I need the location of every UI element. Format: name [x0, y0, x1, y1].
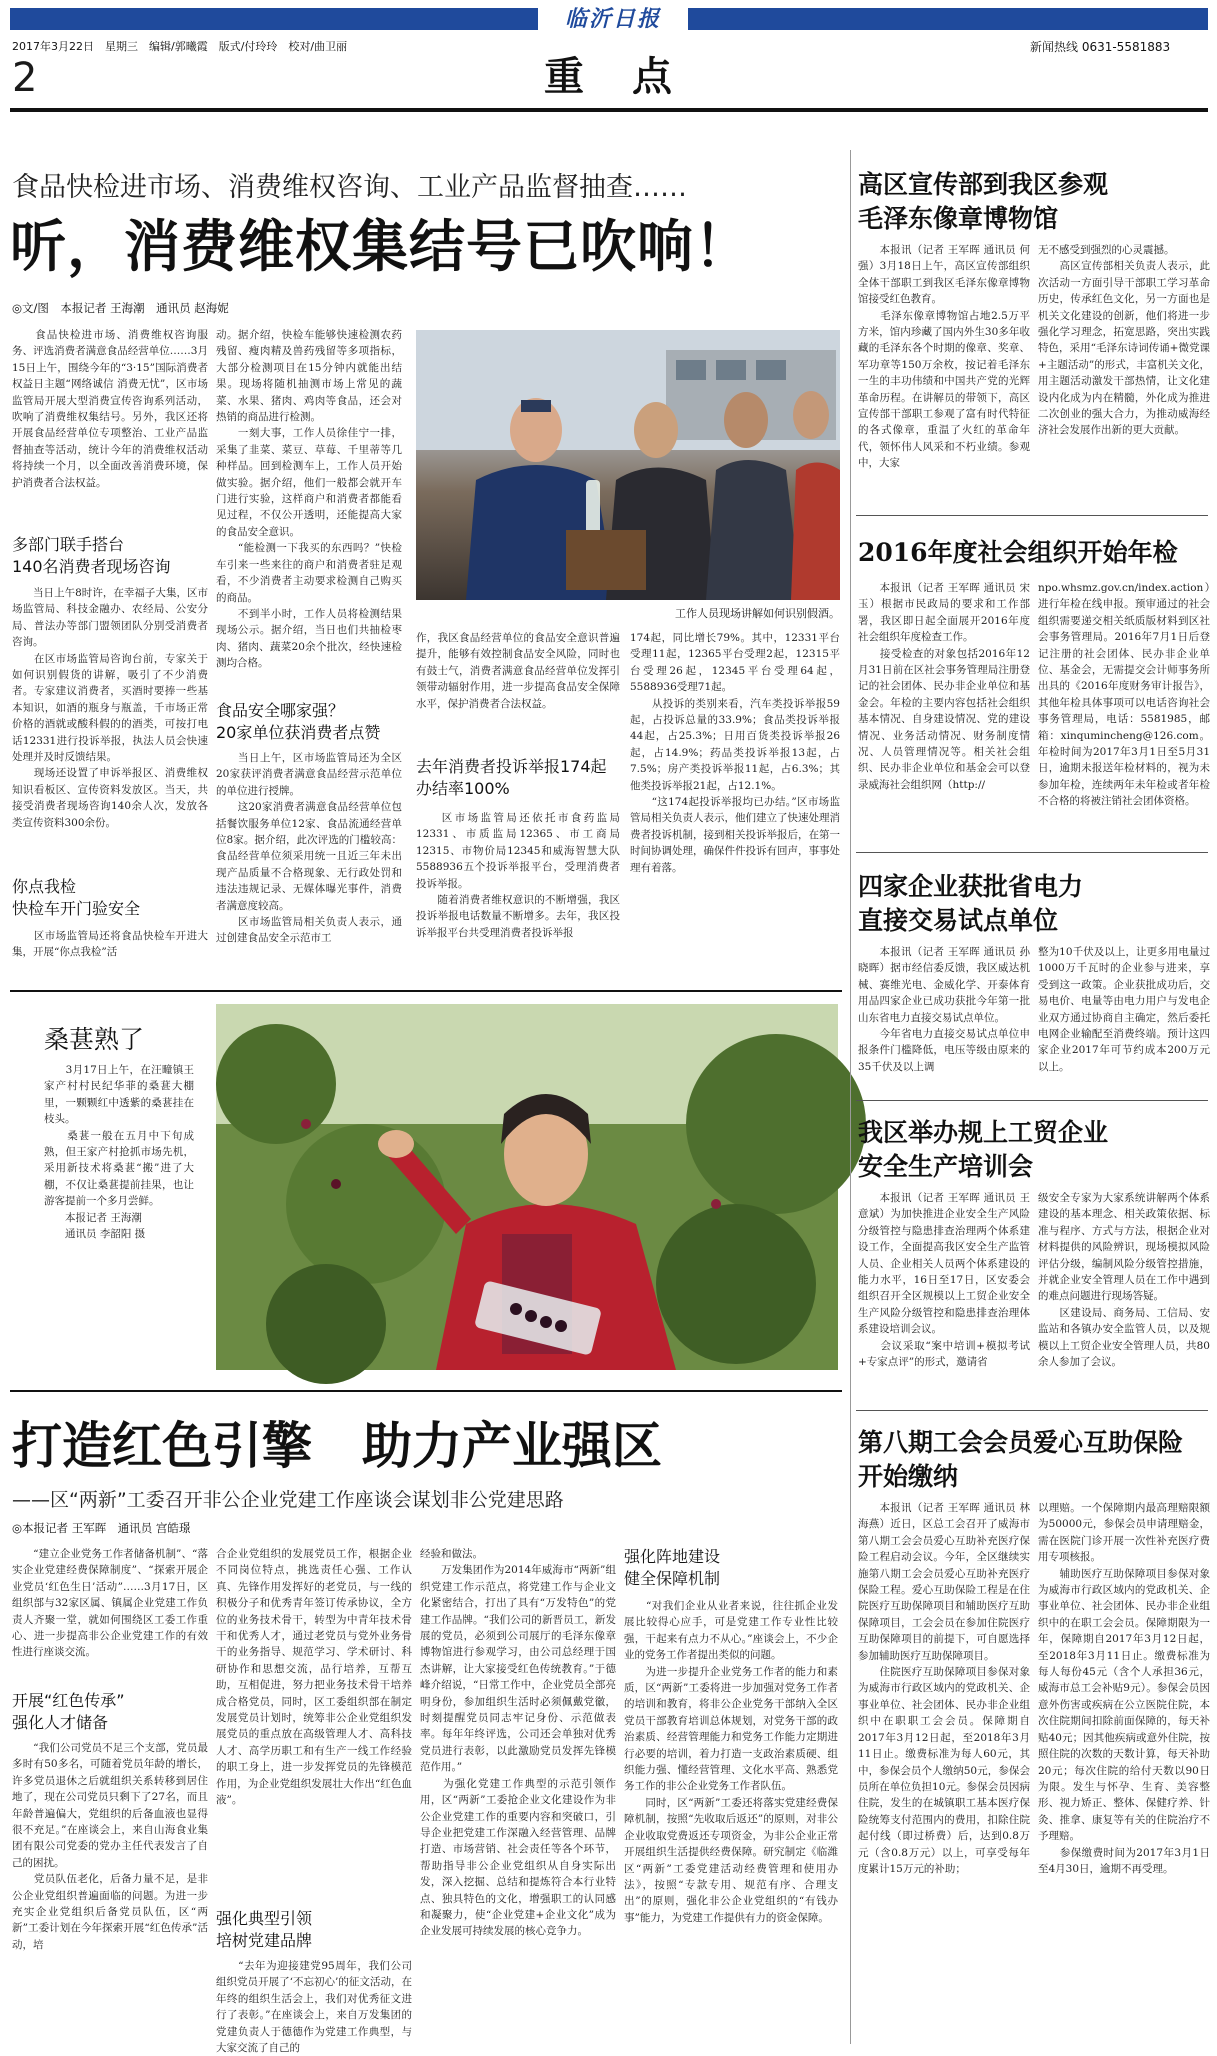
lead-col2-p2: 当日上午，区市场监管局还为全区20家获评消费者满意食品经营示范单位的单位进行授牌。 这20家消费者满意食品经营单位包括餐饮服务单位12家、食品流通经营单位8家。据介绍，此次评选的门槛较高：食品经营单位须采用统一且近三年未出现产品质量不合格现象、无行政处罚和违法违规记录、无媒体曝光事件，消费者满意度较高。 区市场监管局相关负责人表示，通过创建食品安全示范市工 — [216, 752, 402, 945]
masthead-rule — [10, 108, 1208, 112]
right3-col2: 整为10千伏及以上，让更多用电量过1000万千瓦时的企业参与进来，享受到这一政策。企业获批成功后，交易电价、电量等由电力用户与发电企业双方通过协商自主确定，然后委托电网企业输配至消费终端。预计这四家企业2017年可节约成本200万元以上。 — [1038, 946, 1210, 1073]
lead-col1-subhead1: 多部门联手搭台 140名消费者现场咨询 — [12, 535, 171, 576]
lead-col1-subhead2: 你点我检 快检车开门验安全 — [12, 877, 141, 918]
lead-col2-p1: 动。据介绍，快检车能够快速检测农药残留、瘦肉精及兽药残留等多项指标，大部分检测项目在15分钟内就能出结果。现场将随机抽测市场上常见的蔬菜、水果、猪肉、鸡肉等食品，还会对热销的商品进行检测。 一刻大事，工作人员徐佳宁一排，采集了韭菜、菜豆、草莓、千里蒂等几种样品。回到检测车上，工作人员开始做实验。据介绍，他们一般都会就开车门进行实验，这样商户和消费者都能看见过程，不仅公开透明，还能提高大家的食品安全意识。 “能检测一下我买的东西吗？”快检车引来一些来往的商户和消费者驻足观看，不少消费者主动要求检测自己购买的商品。 不到半小时，工作人员将检测结果现场公示。据介绍，当日也们共抽检枣肉、猪肉、蔬菜20余个批次，经快速检测均合格。 — [216, 329, 402, 670]
bottom-col4-subhead: 强化阵地建设 健全保障机制 — [624, 1547, 721, 1588]
right1-col2: 无不感受到强烈的心灵震撼。 高区宣传部相关负责人表示，此次活动一方面引导干部职工学习革命历史，传承红色文化，另一方面也是机关文化建设的创新，他们将进一步强化学习理念，拓宽思路，突出实践特色，采用“毛泽东诗词传诵+微党课+主题活动”的形式，丰富机关文化，用主题活动激发干部热情，让文化建设内化成为内在精髓，外化成为推进二次创业的强大合力，为推动威海经济社会发展作出新的更大贡献。 — [1038, 244, 1210, 437]
bottom-col1-p1: “建立企业党务工作者储备机制”、“落实企业党建经费保障制度”、“探索开展企业党员‘红色生日’活动”……3月17日，区组织部与32家区属、镇属企业党建工作负责人齐聚一堂，就如何围绕区工委工作重心、进一步提高非公企业党建工作的有效性进行座谈交流。 — [12, 1548, 208, 1659]
lead-title: 听，消费维权集结号已吹响！ — [10, 214, 751, 280]
lead-photo-caption: 工作人员现场讲解如何识别假酒。 — [675, 607, 840, 620]
lead-col3-subhead: 去年消费者投诉举报174起 办结率100% — [416, 757, 607, 798]
bottom-col1-subhead: 开展“红色传承” 强化人才储备 — [12, 1691, 125, 1732]
right4-col2: 级安全专家为大家系统讲解两个体系建设的基本理念、相关政策依据、标准与程序、方式与方法，根据企业对材料提供的风险辨识，现场模拟风险评估分级，编制风险分级管控措施，并就企业安全管理人员在工作中遇到的难点问题进行现场答疑。 区建设局、商务局、工信局、安监站和各镇办安全监管人员，以及规模以上工贸企业安全管理人员，共80余人参加了会议。 — [1038, 1192, 1210, 1369]
section-title: 重 点 — [544, 53, 676, 100]
right4-col1: 本报讯（记者 王军晖 通讯员 王意斌）为加快推进企业安全生产风险分级管控与隐患排查治理两个体系建设工作，全面提高我区安全生产监管人员、企业相关人员两个体系建设的能力水平，16日至17日，区安委会组织召开全区规模以上工贸企业安全生产风险分级管控和隐患排查治理体系建设培训会议。 会议采取“案中培训+模拟考试+专家点评”的形式，邀请省 — [858, 1192, 1030, 1369]
bottom-col3-p1: 经验和做法。 万发集团作为2014年威海市“两新”组织党建工作示范点，将党建工作与企业文化紧密结合，打出了具有“万发特色”的党建工作品牌。“我们公司的新晋员工，新发展的党员，必须到公司展厅的毛泽东像章博物馆进行参观学习，由公司总经理于国杰讲解，让大家接受红色传统教育。”于德峰介绍说，“日常工作中，企业党员全部亮明身份，参加组织生活时必须佩戴党徽，时刻提醒党员同志牢记身份、示范做表率。每年年终评选，公司还会单独对优秀党员进行表彰，以此激励党员发挥先锋模范作用。” 为强化党建工作典型的示范引领作用，区“两新”工委抢企业文化建设作为非公企业党建工作的重要内容和突破口，引导企业把党建工作深融入经营管理、品牌打造、市场营销、社会责任等各个环节，帮助指导非公企业党组织从自身实际出发，深入挖掘、总结和提炼符合本行业特点、独具特色的文化，增强职工的认同感和凝聚力，使“企业党建+企业文化”成为企业发展可持续发展的核心竞争力。 — [420, 1548, 616, 1938]
bottom-col2-p2: “去年为迎接建党95周年，我们公司组织党员开展了‘不忘初心’的征文活动，在年终的组织生活会上，我们对优秀征文进行了表彰。”在座谈会上，来自万发集团的党建负责人于德德作为党建工作典型，与大家交流了自己的 — [216, 1960, 412, 2055]
right-column-divider — [850, 150, 851, 2044]
bottom-col4-p1: “对我们企业从业者来说，往往抓企业发展比较得心应手，可是党建工作专业性比较强，干起来有点力不从心。”座谈会上，不少企业的党务工作者提出类似的问题。 为进一步提升企业党务工作者的能力和素质，区“两新”工委将进一步加强对党务工作者的培训和教育，将非公企业党务干部纳入全区党员干部教育培训总体规划，对党务干部的政治素质、经营管理能力和党务工作能力定期进行必要的培训，着力打造一支政治素质硬、组织能力强、懂经营管理、文化水平高、熟悉党务工作的非公企业党务工作者队伍。 同时，区“两新”工委还将落实党建经费保障机制，按照“先收取后返还”的原则，对非公企业收取党费返还专项资金，为非公企业正常开展组织生活提供经费保障。研究制定《临潍区“两新”工委党建活动经费管理和使用办法》，按照“专款专用、规范有序、合理支出”的原则，强化非公企业党组织的“有钱办事”能力，为党建工作提供有力的资金保障。 — [624, 1600, 838, 1924]
right-divider-1 — [856, 515, 1208, 516]
mulberry-photo — [216, 1004, 838, 1370]
lead-col2-subhead: 食品安全哪家强？ 20家单位获消费者点赞 — [216, 701, 381, 742]
bottom-byline: ◎本报记者 王军晖 通讯员 宫皓璟 — [12, 1521, 191, 1535]
right-divider-3 — [856, 1100, 1208, 1101]
masthead-date: 2017年3月22日 星期三 编辑/郭曦霞 版式/付玲玲 校对/曲卫丽 — [12, 40, 348, 53]
bottom-col1-p2: “我们公司党员不足三个支部，党员最多时有50多名，可随着党员年龄的增长，许多党员退休之后就组织关系转移到居住地了，现在公司党员只剩下了27名，而且年龄普遍偏大，党组织的后备血液也显得很不充足。”在座谈会上，来自山海食业集团有限公司党委的党办主任代表发言了自己的困扰。 党员队伍老化，后备力量不足，是非公企业党组织普遍面临的问题。为进一步充实企业党组织后备党员队伍，区“两新”工委计划在今年探索开展“红色传承”活动，培 — [12, 1742, 208, 1951]
lead-kicker: 食品快检进市场、消费维权咨询、工业产品监督抽查…… — [12, 172, 687, 203]
right5-title: 第八期工会会员爱心互助保险 开始缴纳 — [858, 1428, 1184, 1491]
right-divider-4 — [856, 1410, 1208, 1411]
right3-title: 四家企业获批省电力 直接交易试点单位 — [858, 872, 1084, 935]
page-number: 2 — [12, 55, 38, 101]
lead-col4-p1: 174起，同比增长79%。其中，12331平台受理11起，12365平台受理2起，12315平台受理26起，12345平台受理64起，5588936受理71起。 从投诉的类别来看，汽车类投诉举报59起，占投诉总量的33.9%；食品类投诉举报44起，占25.3%；日用百货类投诉举报26起，占14.9%；药品类投诉举报13起，占7.5%；房产类投诉举报11起，占6.3%；其他类投诉举报21起，占12.1%。 “这174起投诉举报均已办结。”区市场监管局相关负责人表示，他们建立了快速处理消费者投诉机制，接到相关投诉举报后，在第一时间协调处理，确保件件投诉有回声，事事处理有着落。 — [630, 632, 840, 874]
lead-photo — [416, 330, 840, 600]
lead-photo-illustration — [416, 330, 840, 600]
masthead-logo: 临沂日报 — [538, 2, 688, 36]
lead-col1-p3: 区市场监管局还将食品快检车开进大集，开展“你点我检”活 — [12, 930, 208, 959]
lead-byline: ◎文/图 本报记者 王海潮 通讯员 赵海妮 — [12, 301, 229, 315]
right3-col1: 本报讯（记者 王军晖 通讯员 孙晓晖）据市经信委反馈，我区威达机械、赛维光电、金威化学、开泰体育用品四家企业已成功获批今年第一批山东省电力直接交易试点单位。 今年省电力直接交易试点单位申报条件门槛降低，电压等级由原来的35千伏及以上调 — [858, 946, 1030, 1073]
lead-col3-p2: 区市场监管局还依托市食药监局12331、市质监局12365、市工商局12315、市物价局12345和威海智慧大队5588936五个投诉举报平台，受理消费者投诉举报。 随着消费者维权意识的不断增强，我区投诉举报电话数量不断增多。去年，我区投诉举报平台共受理消费者投诉举报 — [416, 812, 620, 939]
mulberry-title: 桑葚熟了 — [44, 1025, 145, 1054]
right5-col1: 本报讯（记者 王军晖 通讯员 林海燕）近日，区总工会召开了威海市第八期工会会员爱心互助补充医疗保险工程启动会议。今年，全区继续实施第八期工会会员爱心互助补充医疗保险工程。爱心互助保险工程是在住院医疗互助保障项目和辅助医疗互助保障项目，工会会员在参加住院医疗互助保障项目的前提下，可自愿选择参加辅助医疗互助保障项目。 住院医疗互助保障项目参保对象为威海市行政区域内的党政机关、企事业单位、社会团体、民办非企业组织中在职职工会会员。保障期自2017年3月12日起，至2018年3月11日止。缴费标准为每人60元，其中，参保会员个人缴纳50元，参保会员所在单位负担10元。参保会员因病住院，发生的在城镇职工基本医疗保险统筹支付范围内的费用，扣除住院起付线（即过桥费）后，达到0.8万元（含0.8万元）以上，可享受每年度累计15万元的补助； — [858, 1502, 1030, 1875]
divider-bottom — [10, 1390, 842, 1392]
bottom-col2-subhead: 强化典型引领 培树党建品牌 — [216, 1909, 313, 1950]
masthead-hotline: 新闻热线 0631-5581883 — [1030, 40, 1171, 54]
mulberry-photo-illustration — [216, 1004, 838, 1370]
lead-col3-p1: 作，我区食品经营单位的食品安全意识普遍提升，能够有效控制食品安全风险，同时也有鼓士气，消费者满意食品经营单位发挥引领带动辐射作用，进一步提高食品安全保障水平，保护消费者合法权益。 — [416, 632, 620, 710]
right-divider-2 — [856, 852, 1208, 853]
lead-col1-p2: 当日上午8时许，在幸福子大集，区市场监管局、科技金融办、农经局、公安分局、普法办等部门盟领团队分别受消费者咨询。 在区市场监管局咨询台前，专家关于如何识别假货的讲解，吸引了不少消费者。专家建议消费者，买酒时要捧一些基本知识，如酒的瓶身与瓶盖，千市场正常价格的酒就或酸科假的的酒类，可按打电话12331进行投诉举报，执法人员会快速处理并及时反馈结果。 现场还设置了申诉举报区、消费维权知识看板区、宣传资料发放区。当天，共接受消费者现场咨询140余人次，发放各类宣传资料300余份。 — [12, 587, 208, 829]
right2-title: 2016年度社会组织开始年检 — [858, 538, 1178, 567]
bottom-col2-p1: 合企业党组织的发展党员工作，根据企业不同岗位特点，挑选责任心强、工作认真、先锋作用发挥好的老党员，与一线的积极分子和优秀青年签订传承协议，全方位的业务技术骨干，转型为中青年技术骨干和优秀人才，通过老党员与党外业务骨干的业务指导、规范学习、学术研讨、科研协作和思想交流，品行培养，互帮互助，互相促进，努力把业务技术骨干培养成合格党员，同时，区工委组织部在制定发展党员计划时，统筹非公企业党组织发展党员的重点放在高级管理人才、高科技人才、高学历职工和有生产一线工作经验的职工身上，进一步发挥党员的先锋模范作用，为企业党组织发展壮大作出“红色血液”。 — [216, 1548, 412, 1807]
right5-col2: 以理赔。一个保障期内最高理赔限额为50000元，参保会员申请理赔金，需在医院门诊开展一次性补充医疗费用专项核报。 辅助医疗互助保障项目参保对象为威海市行政区域内的党政机关、企事业单位、社会团体、民办非企业组织中的在职工会会员。保障期限为一年，保障期自2017年3月12日起，至2018年3月11日止。缴费标准为每人每份45元（含个人承担36元，威海市总工会补贴9元）。参保会员因意外伤害或疾病在公立医院住院，本次住院期间扣除前面保障的，每天补贴40元；因其他疾病或意外住院，按照住院的次数的天数计算，每天补助20元；每次住院的给付天数以90日为限。发生与怀孕、生育、美容整形、视力矫正、整体、保健疗养、针灸、推拿、康复等有关的住院治疗不予理赔。 参保缴费时间为2017年3月1日至4月30日，逾期不再受理。 — [1038, 1502, 1210, 1875]
bottom-title: 打造红色引擎 助力产业强区 — [12, 1416, 662, 1475]
mulberry-text: 3月17日上午，在汪疃镇王家产村村民纪华菲的桑葚大棚里，一颗颗红中透紫的桑葚挂在枝头。 桑葚一般在五月中下旬成熟，但王家产村抢抓市场先机，采用新技术将桑葚“搬”进了大棚，不仅让桑葚提前挂果，也让游客提前一个多月尝鲜。 本报记者 王海潮 通讯员 李韶阳 摄 — [44, 1064, 194, 1241]
lead-col1-p1: 食品快检进市场、消费维权咨询服务、评选消费者满意食品经营单位……3月15日上午，围绕今年的“3·15”国际消费者权益日主题“网络诚信 消费无忧”，区市场监管局开展大型消费宣传咨询系列活动，吹响了消费维权集结号。另外，我区还将开展食品经营单位专项整治、工业产品监督抽查等活动，统计今年的消费维权活动将持续一个月，以全面改善消费环境，保护消费者合法权益。 — [12, 329, 208, 489]
right1-title: 高区宣传部到我区参观 毛泽东像章博物馆 — [858, 170, 1109, 233]
right4-title: 我区举办规上工贸企业 安全生产培训会 — [858, 1118, 1109, 1181]
right2-col2: npo.whsmz.gov.cn/index.action）进行年检在线申报。预审通过的社会组织需要递交相关纸质版材料到区社会事务管理局。2016年7月1日后登记注册的社会团体、民办非企业单位、基金会，无需提交会计师事务所出具的《2016年度财务审计报告》，其他年检具体事项可以电话咨询社会事务管理局，电话：5581985，邮箱：xinqumincheng@126.com。年检时间为2017年3月1日至5月31日，逾期未报送年检材料的，视为未参加年检，连续两年未年检或者年检不合格的将被注销社会团体资格。 — [1038, 582, 1210, 808]
right1-col1: 本报讯（记者 王军晖 通讯员 何强）3月18日上午，高区宣传部组织全体干部职工到我区毛泽东像章博物馆接受红色教育。 毛泽东像章博物馆占地2.5万平方米，馆内珍藏了国内外生30多年收藏的毛泽东各个时期的像章、奖章、军功章等150万余枚，按记着毛泽东一生的丰功伟绩和中国共产党的光辉革命历程。在讲解员的带领下，高区宣传部干部职工参观了富有时代特征的各式像章，重温了火红的革命年代，领怀伟人风采和不朽业绩。参观中，大家 — [858, 244, 1030, 470]
bottom-subtitle: ——区“两新”工委召开非公企业党建工作座谈会谋划非公党建思路 — [12, 1489, 564, 1511]
divider-mulberry — [10, 990, 842, 992]
right2-col1: 本报讯（记者 王军晖 通讯员 宋玉）根据市民政局的要求和工作部署，我区即日起全面展开2016年度社会组织年度检查工作。 接受检查的对象包括2016年12月31日前在区社会事务管理局注册登记的社会团体、民办非企业单位和基金会。年检的主要内容包括社会组织基本情况、自身建设情况、党的建设情况、业务活动情况、财务制度情况、人员管理情况等。相关社会组织、民办非企业单位和基金会可以登录威海社会组织网（http:// — [858, 582, 1030, 791]
